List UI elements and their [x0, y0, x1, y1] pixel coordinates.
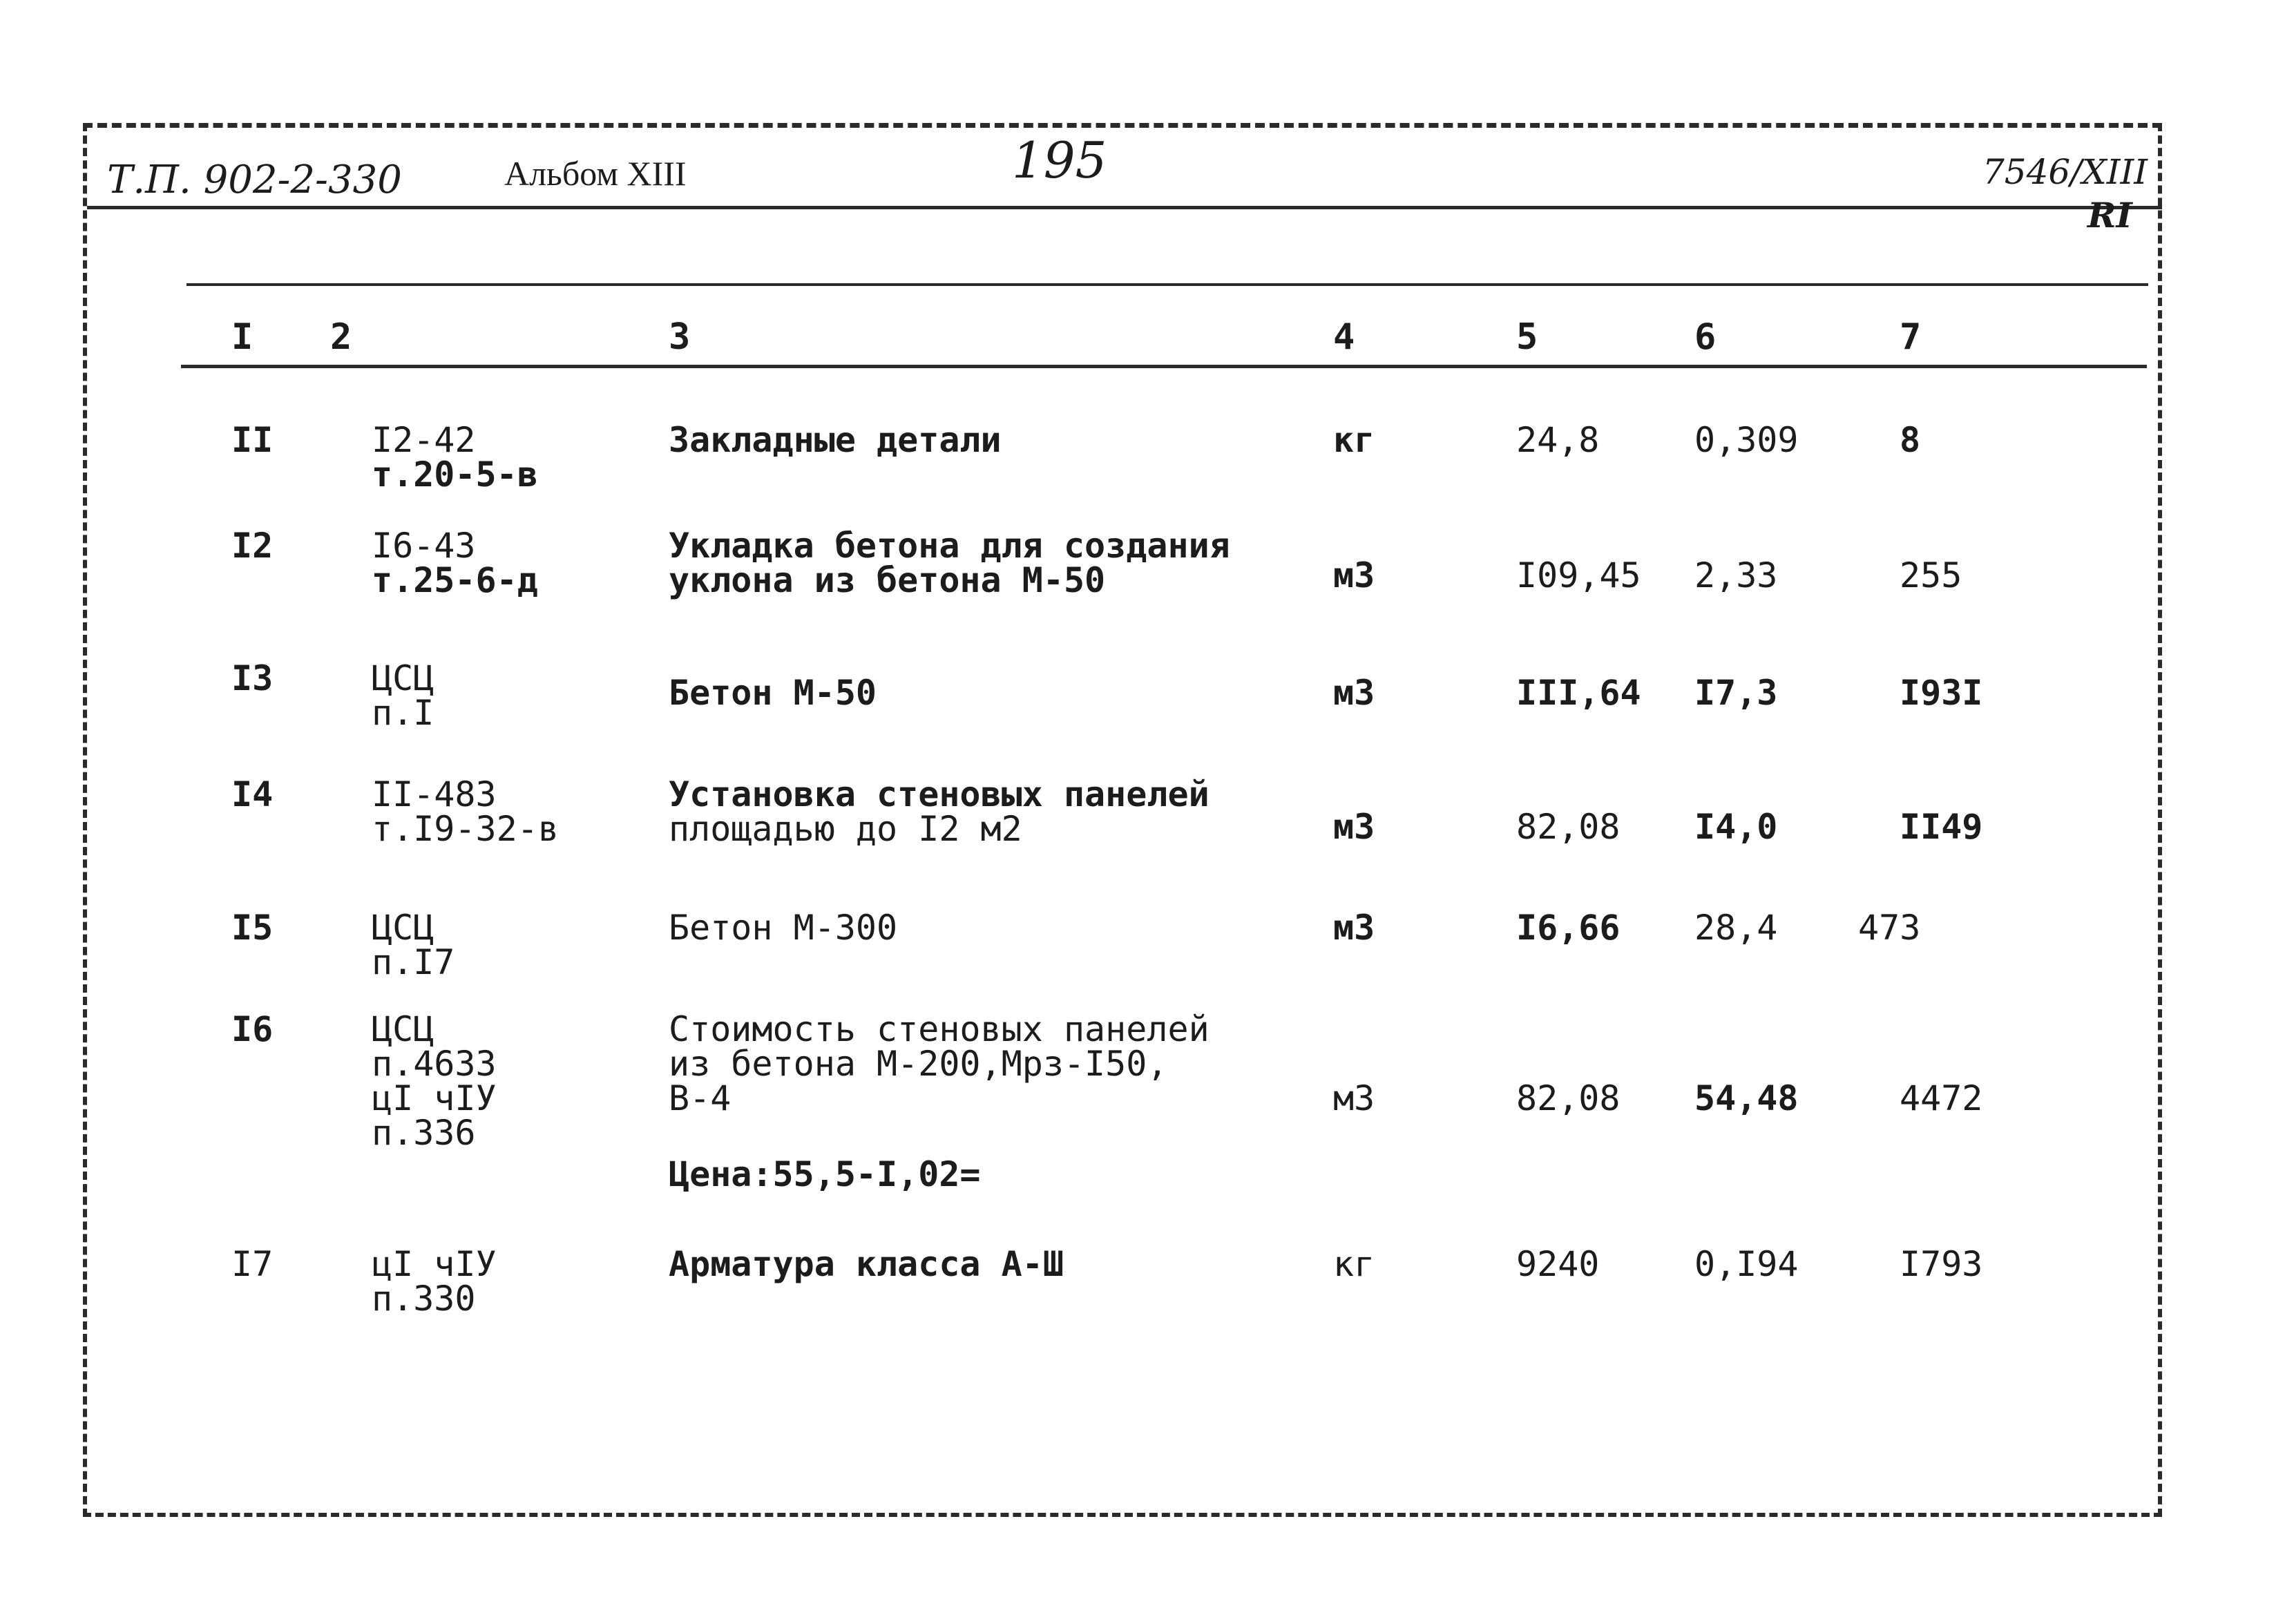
- row-number: I2: [231, 526, 274, 566]
- row-price: 0,309: [1694, 420, 1799, 460]
- row-price: 28,4: [1694, 908, 1778, 948]
- row-number: I7: [231, 1244, 274, 1284]
- row-quantity: I09,45: [1516, 555, 1641, 595]
- row-quantity: I6,66: [1516, 908, 1620, 948]
- row-total: 473: [1858, 908, 1921, 948]
- row-code-line: цI чIУ: [372, 1244, 497, 1284]
- row-number: I5: [231, 908, 274, 948]
- row-name-line: Арматура класса А-Ш: [669, 1244, 1064, 1284]
- row-quantity: 9240: [1516, 1244, 1600, 1284]
- row-price: 2,33: [1694, 555, 1778, 595]
- row-number: I4: [231, 774, 274, 814]
- row-note: Цена:55,5-I,02=: [669, 1154, 981, 1194]
- row-name-line: Бетон М-300: [669, 908, 898, 948]
- column-number-2: 2: [330, 316, 352, 358]
- row-unit: м3: [1333, 807, 1375, 847]
- row-code-line: п.330: [372, 1279, 476, 1319]
- sub-reference: RI: [2087, 195, 2132, 236]
- row-code-line: ЦСЦ: [372, 908, 434, 948]
- row-unit: м3: [1333, 908, 1375, 948]
- row-number: I3: [231, 658, 274, 698]
- row-name-line: Установка стеновых панелей: [669, 774, 1210, 814]
- row-quantity: 82,08: [1516, 1078, 1620, 1118]
- page-number: 195: [1012, 131, 1107, 189]
- row-total: I93I: [1900, 673, 1983, 713]
- row-code-line: ЦСЦ: [372, 658, 434, 698]
- row-name-line: площадью до I2 м2: [669, 809, 1022, 849]
- row-name-line: Бетон М-50: [669, 673, 877, 713]
- row-total: 8: [1900, 420, 1921, 460]
- row-unit: кг: [1333, 420, 1375, 460]
- row-code-line: II-483: [372, 774, 497, 814]
- row-name-line: Закладные детали: [669, 420, 1002, 460]
- row-number: I6: [231, 1009, 274, 1049]
- column-number-4: 4: [1333, 316, 1355, 358]
- column-number-1: I: [231, 316, 254, 358]
- row-quantity: 24,8: [1516, 420, 1600, 460]
- row-code-line: п.336: [372, 1113, 476, 1153]
- row-name-line: уклона из бетона М-50: [669, 560, 1106, 600]
- row-code-line: I2-42: [372, 420, 476, 460]
- row-quantity: III,64: [1516, 673, 1641, 713]
- row-total: II49: [1900, 807, 1983, 847]
- header-rule: [87, 206, 2162, 209]
- row-number: II: [231, 420, 274, 460]
- row-name-line: Укладка бетона для создания: [669, 526, 1230, 566]
- row-code-line: т.I9-32-в: [372, 809, 559, 849]
- row-code-line: т.25-6-д: [372, 560, 538, 600]
- table-head-rule: [181, 365, 2147, 368]
- row-price: I4,0: [1694, 807, 1778, 847]
- column-number-6: 6: [1694, 316, 1717, 358]
- row-price: 54,48: [1694, 1078, 1799, 1118]
- row-unit: м3: [1333, 1078, 1375, 1118]
- row-code-line: п.I: [372, 693, 434, 733]
- table-top-rule: [187, 283, 2148, 286]
- row-unit: м3: [1333, 555, 1375, 595]
- row-code-line: п.I7: [372, 942, 455, 982]
- row-total: 255: [1900, 555, 1962, 595]
- row-name-line: В-4: [669, 1078, 732, 1118]
- row-total: I793: [1900, 1244, 1983, 1284]
- row-price: I7,3: [1694, 673, 1778, 713]
- row-name-line: Стоимость стеновых панелей: [669, 1009, 1210, 1049]
- row-code-line: п.4633: [372, 1044, 497, 1084]
- row-unit: м3: [1333, 673, 1375, 713]
- row-unit: кг: [1333, 1244, 1375, 1284]
- row-name-line: из бетона М-200,Мрз-I50,: [669, 1044, 1168, 1084]
- row-quantity: 82,08: [1516, 807, 1620, 847]
- row-code-line: I6-43: [372, 526, 476, 566]
- column-number-3: 3: [669, 316, 691, 358]
- album-label: Альбом XIII: [504, 154, 687, 193]
- row-code-line: ЦСЦ: [372, 1009, 434, 1049]
- reference-number: 7546/XIII: [1982, 152, 2148, 192]
- row-price: 0,I94: [1694, 1244, 1799, 1284]
- column-number-5: 5: [1516, 316, 1538, 358]
- row-total: 4472: [1900, 1078, 1983, 1118]
- row-code-line: цI чIУ: [372, 1078, 497, 1118]
- document-code: Т.П. 902-2-330: [107, 157, 402, 202]
- row-code-line: т.20-5-в: [372, 455, 538, 495]
- column-number-7: 7: [1900, 316, 1922, 358]
